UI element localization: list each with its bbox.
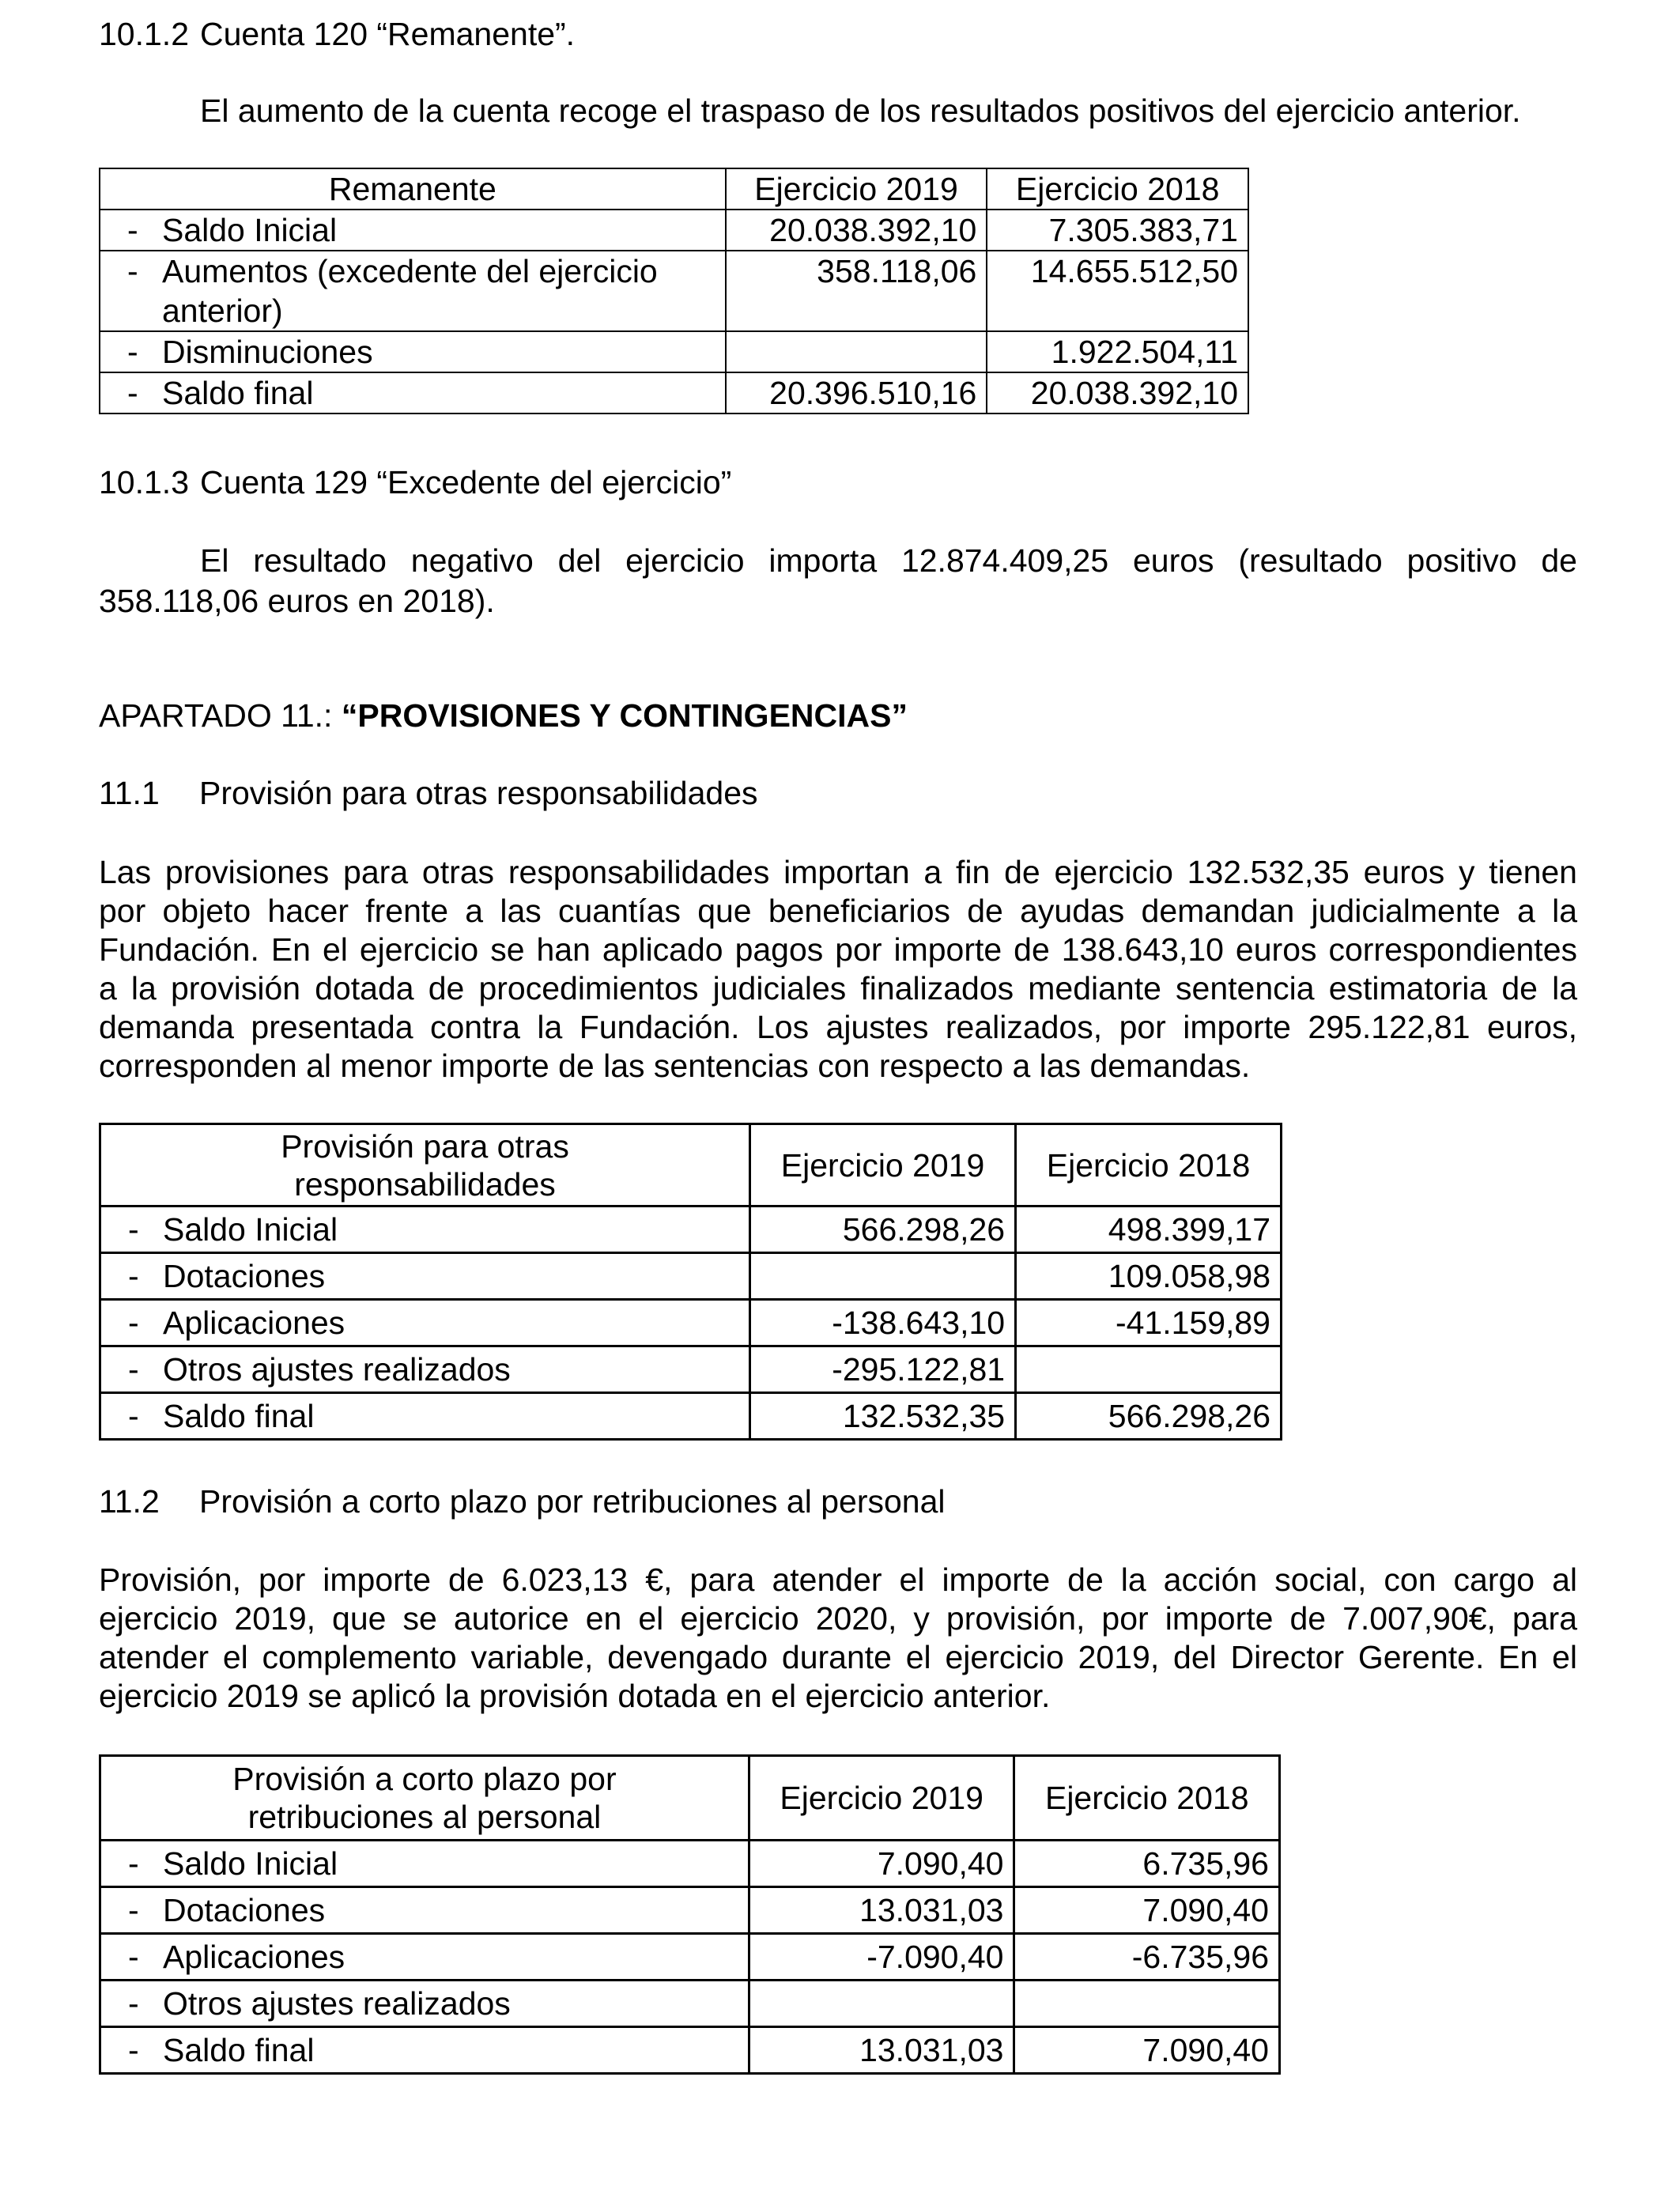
table-row — [100, 1934, 1280, 1981]
row-label-cell: - Saldo Inicial — [100, 1207, 750, 1253]
section-10-1-3-heading — [99, 463, 1577, 502]
row-label-cell: - Aumentos (excedente del ejercicio anterior) — [100, 251, 726, 331]
value-cell: 7.090,40 — [1014, 2027, 1280, 2074]
row-label-cell: - Aplicaciones — [100, 1300, 750, 1346]
table-row — [100, 1981, 1280, 2027]
header-cell: Ejercicio 2019 — [726, 168, 987, 210]
value-cell: 7.090,40 — [749, 1841, 1014, 1887]
value-cell — [1014, 1981, 1280, 2027]
row-label-cell: - Saldo final — [100, 2027, 749, 2074]
value-cell: 20.038.392,10 — [726, 210, 987, 251]
paragraph-line: ejercicio 2019, que se autorice en el ejercicio 2020, y provisión, por importe de 7.007,90€, para — [99, 1600, 1577, 1637]
header-cell: Provisión a corto plazo por retribuciones al personal — [100, 1756, 749, 1841]
section-title: Provisión a corto plazo por retribuciones al personal — [199, 1483, 946, 1520]
value-cell: -41.159,89 — [1016, 1300, 1282, 1346]
paragraph-line: demanda presentada contra la Fundación. Los ajustes realizados, por importe 295.122,81 euros, — [99, 1009, 1577, 1045]
section-10-1-2-heading — [99, 14, 1577, 54]
paragraph-line: a la provisión dotada de procedimientos judiciales finalizados mediante sentencia estimatoria de la — [99, 970, 1577, 1006]
value-cell: -295.122,81 — [750, 1346, 1016, 1393]
section-number: 11.2 — [99, 1483, 160, 1520]
table-row — [100, 1300, 1282, 1346]
row-label-cell: - Saldo final — [100, 1393, 750, 1440]
section-11-2-heading — [99, 1482, 1577, 1521]
value-cell: 14.655.512,50 — [987, 251, 1248, 331]
table-header-row — [100, 168, 1248, 210]
section-number: 10.1.2 — [99, 16, 189, 52]
table-row — [100, 1393, 1282, 1440]
table-row — [100, 1887, 1280, 1934]
section-number: 10.1.3 — [99, 464, 189, 500]
row-label-cell: - Aplicaciones — [100, 1934, 749, 1981]
value-cell: 498.399,17 — [1016, 1207, 1282, 1253]
section-title: Cuenta 120 “Remanente”. — [200, 16, 576, 52]
value-cell — [749, 1981, 1014, 2027]
value-cell: 6.735,96 — [1014, 1841, 1280, 1887]
table-row — [100, 1841, 1280, 1887]
provision-retribuciones-table — [99, 1754, 1281, 2075]
value-cell — [726, 331, 987, 372]
table-row — [100, 251, 1248, 331]
value-cell — [1016, 1346, 1282, 1393]
value-cell: -6.735,96 — [1014, 1934, 1280, 1981]
paragraph-line: por objeto hacer frente a las cuantías que beneficiarios de ayudas demandan judicialmente a la — [99, 893, 1577, 929]
header-cell: Ejercicio 2019 — [749, 1756, 1014, 1841]
value-cell: 1.922.504,11 — [987, 331, 1248, 372]
header-cell: Ejercicio 2019 — [750, 1124, 1016, 1207]
paragraph-line: atender el complemento variable, devengado durante el ejercicio 2019, del Director Gerente. En el — [99, 1639, 1577, 1675]
table-row — [100, 2027, 1280, 2074]
provision-otras-responsabilidades-table — [99, 1123, 1282, 1441]
header-cell: Ejercicio 2018 — [1016, 1124, 1282, 1207]
value-cell: 132.532,35 — [750, 1393, 1016, 1440]
table-row — [100, 372, 1248, 413]
table-row — [100, 1207, 1282, 1253]
remanente-table — [99, 168, 1249, 414]
paragraph-line: ejercicio 2019 se aplicó la provisión dotada en el ejercicio anterior. — [99, 1678, 1051, 1714]
value-cell: 109.058,98 — [1016, 1253, 1282, 1300]
table-header-row — [100, 1124, 1282, 1207]
table-row — [100, 331, 1248, 372]
header-cell: Ejercicio 2018 — [987, 168, 1248, 210]
section-11-1-heading — [99, 773, 1577, 813]
paragraph-line: Provisión, por importe de 6.023,13 €, para atender el importe de la acción social, con cargo al — [99, 1561, 1577, 1598]
row-label-cell: - Disminuciones — [100, 331, 726, 372]
paragraph-line: corresponden al menor importe de las sentencias con respecto a las demandas. — [99, 1048, 1251, 1084]
row-label-cell: - Saldo Inicial — [100, 1841, 749, 1887]
row-label-cell: - Saldo Inicial — [100, 210, 726, 251]
table-row — [100, 1253, 1282, 1300]
value-cell: 7.305.383,71 — [987, 210, 1248, 251]
value-cell: 13.031,03 — [749, 2027, 1014, 2074]
apartado-heading: APARTADO 11.: “PROVISIONES Y CONTINGENCIAS” — [99, 697, 908, 734]
value-cell: 566.298,26 — [1016, 1393, 1282, 1440]
header-cell: Provisión para otras responsabilidades — [100, 1124, 750, 1207]
section-title: Provisión para otras responsabilidades — [199, 775, 758, 811]
section-title: Cuenta 129 “Excedente del ejercicio” — [200, 464, 732, 500]
row-label-cell: - Otros ajustes realizados — [100, 1981, 749, 2027]
row-label-cell: - Otros ajustes realizados — [100, 1346, 750, 1393]
value-cell: 566.298,26 — [750, 1207, 1016, 1253]
row-label-cell: - Dotaciones — [100, 1887, 749, 1934]
value-cell — [750, 1253, 1016, 1300]
value-cell: -138.643,10 — [750, 1300, 1016, 1346]
value-cell: 13.031,03 — [749, 1887, 1014, 1934]
value-cell: 358.118,06 — [726, 251, 987, 331]
paragraph-line: Fundación. En el ejercicio se han aplicado pagos por importe de 138.643,10 euros correspondientes — [99, 931, 1577, 968]
table-row — [100, 210, 1248, 251]
row-label-cell: - Dotaciones — [100, 1253, 750, 1300]
section-10-1-2-paragraph: El aumento de la cuenta recoge el traspaso de los resultados positivos del ejercicio anterior. — [200, 93, 1521, 129]
table-header-row — [100, 1756, 1280, 1841]
section-10-1-3-line: 358.118,06 euros en 2018). — [99, 583, 495, 619]
value-cell: 20.038.392,10 — [987, 372, 1248, 413]
header-cell: Ejercicio 2018 — [1014, 1756, 1280, 1841]
row-label-cell: - Saldo final — [100, 372, 726, 413]
section-10-1-3-line: El resultado negativo del ejercicio importa 12.874.409,25 euros (resultado positivo de — [200, 542, 1577, 579]
header-cell: Remanente — [100, 168, 726, 210]
value-cell: -7.090,40 — [749, 1934, 1014, 1981]
section-number: 11.1 — [99, 775, 160, 811]
paragraph-line: Las provisiones para otras responsabilidades importan a fin de ejercicio 132.532,35 euros y tienen — [99, 854, 1577, 890]
value-cell: 7.090,40 — [1014, 1887, 1280, 1934]
table-row — [100, 1346, 1282, 1393]
value-cell: 20.396.510,16 — [726, 372, 987, 413]
